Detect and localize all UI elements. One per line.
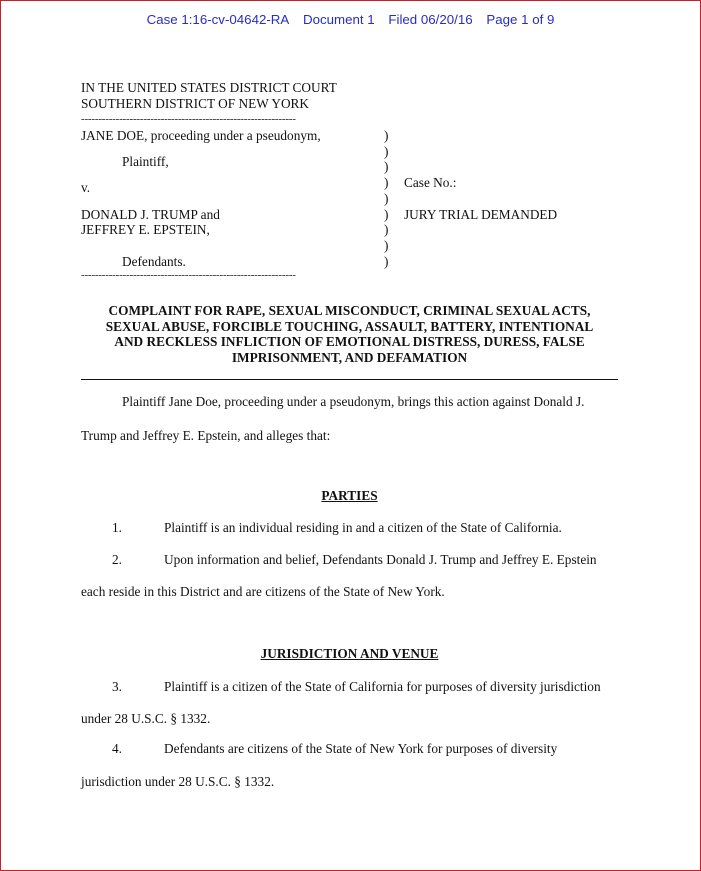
paragraph-3-line-1: Plaintiff is a citizen of the State of California for purposes of diversity jurisdiction bbox=[164, 679, 601, 694]
defendant-1: DONALD J. TRUMP and bbox=[81, 207, 220, 222]
title-rule bbox=[81, 379, 618, 380]
versus: v. bbox=[81, 180, 91, 195]
paragraph-3-line-2: under 28 U.S.C. § 1332. bbox=[81, 711, 211, 726]
court-district: SOUTHERN DISTRICT OF NEW YORK bbox=[81, 96, 310, 111]
defendant-2: JEFFREY E. EPSTEIN, bbox=[81, 222, 210, 237]
jurisdiction-heading: JURISDICTION AND VENUE bbox=[260, 646, 439, 661]
jury-trial-demanded: JURY TRIAL DEMANDED bbox=[404, 207, 558, 222]
paragraph-4-line-1: Defendants are citizens of the State of New York for purposes of diversity bbox=[164, 741, 558, 756]
defendant-role: Defendants. bbox=[122, 254, 186, 269]
filed-date: Filed 06/20/16 bbox=[388, 12, 473, 27]
plaintiff-role: Plaintiff, bbox=[122, 154, 169, 169]
case-number-label: Case No.: bbox=[404, 175, 457, 190]
plaintiff-name: JANE DOE, proceeding under a pseudonym, bbox=[81, 128, 321, 143]
case-number: Case 1:16-cv-04642-RA bbox=[146, 12, 290, 27]
document-number: Document 1 bbox=[302, 12, 375, 27]
paragraph-2-line-2: each reside in this District and are citizens of the State of New York. bbox=[81, 584, 445, 599]
paragraph-2-number: 2. bbox=[112, 552, 122, 567]
caption-parentheses: ) ) ) ) ) ) ) ) ) bbox=[384, 128, 389, 269]
parties-heading: PARTIES bbox=[321, 488, 378, 503]
paragraph-1-text: Plaintiff is an individual residing in and a citizen of the State of California. bbox=[164, 520, 562, 535]
intro-line-2: Trump and Jeffrey E. Epstein, and alleges that: bbox=[81, 428, 331, 443]
paragraph-2-line-1: Upon information and belief, Defendants Donald J. Trump and Jeffrey E. Epstein bbox=[164, 552, 597, 567]
paragraph-4-line-2: jurisdiction under 28 U.S.C. § 1332. bbox=[81, 774, 275, 789]
paragraph-3-number: 3. bbox=[112, 679, 122, 694]
page-indicator: Page 1 of 9 bbox=[486, 12, 555, 27]
complaint-title: COMPLAINT FOR RAPE, SEXUAL MISCONDUCT, CRIMINAL SEXUAL ACTS, SEXUAL ABUSE, FORCIBLE TOUCHING, ASSAULT, BATTERY, INTENTIONAL AND RECKLESS INFLICTION OF EMOTIONAL DISTRESS, DURESS, FALSE IMPRISONMENT, AND DEFAMATION bbox=[105, 303, 594, 365]
court-name: IN THE UNITED STATES DISTRICT COURT bbox=[81, 80, 337, 95]
ecf-header bbox=[1, 12, 700, 27]
paragraph-1-number: 1. bbox=[112, 520, 122, 535]
paragraph-4-number: 4. bbox=[112, 741, 122, 756]
caption-divider-bottom: -------------------------------------------------------------- bbox=[81, 269, 296, 281]
caption-divider-top: -------------------------------------------------------------- bbox=[81, 113, 296, 125]
intro-line-1: Plaintiff Jane Doe, proceeding under a pseudonym, brings this action against Donald J. bbox=[122, 394, 585, 409]
